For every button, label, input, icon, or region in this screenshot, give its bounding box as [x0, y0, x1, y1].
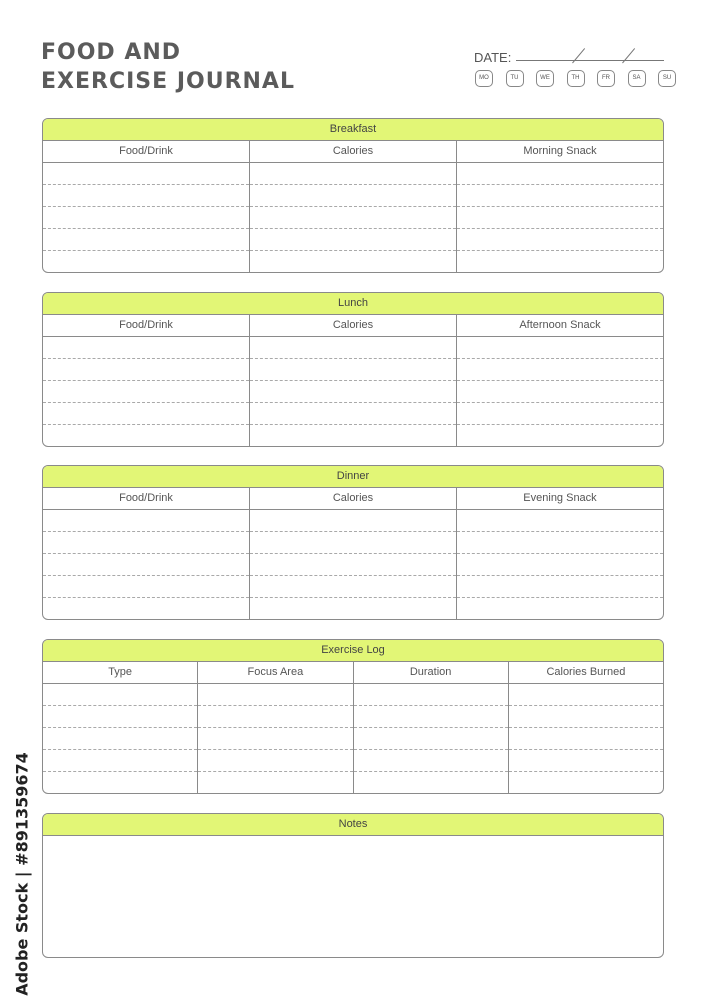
column-header: Evening Snack: [456, 488, 663, 509]
dinner-section: [42, 465, 664, 620]
column-header: Food/Drink: [119, 319, 173, 331]
column-header: Food/Drink: [119, 145, 173, 157]
exercise-header: Exercise Log: [43, 640, 663, 662]
dinner-entries[interactable]: [43, 510, 663, 619]
date-line-day[interactable]: [568, 60, 620, 61]
weekday-selector: [475, 70, 676, 87]
column-header: Calories: [249, 141, 456, 162]
date-label: DATE:: [474, 50, 512, 65]
day-th[interactable]: TH: [567, 70, 585, 87]
column-header: Calories: [249, 488, 456, 509]
notes-header: Notes: [43, 814, 663, 836]
date-field[interactable]: [474, 44, 666, 64]
column-header: Food/Drink: [119, 492, 173, 504]
column-header: Morning Snack: [456, 141, 663, 162]
day-fr[interactable]: FR: [597, 70, 615, 87]
breakfast-entries[interactable]: [43, 163, 663, 272]
date-line-year[interactable]: [620, 60, 664, 61]
column-header: Focus Area: [197, 662, 352, 683]
column-header: Duration: [353, 662, 508, 683]
breakfast-header: Breakfast: [43, 119, 663, 141]
lunch-entries[interactable]: [43, 337, 663, 446]
day-we[interactable]: WE: [536, 70, 554, 87]
day-sa[interactable]: SA: [628, 70, 646, 87]
journal-title: [41, 38, 295, 96]
breakfast-section: [42, 118, 664, 273]
lunch-section: [42, 292, 664, 447]
column-header: Calories Burned: [508, 662, 663, 683]
dinner-header: Dinner: [43, 466, 663, 488]
date-slash-1: [572, 48, 585, 63]
notes-area[interactable]: [43, 836, 663, 957]
date-slash-2: [622, 48, 635, 63]
column-header: Calories: [249, 315, 456, 336]
watermark-text: Adobe Stock | #891359674: [12, 752, 32, 996]
day-mo[interactable]: MO: [475, 70, 493, 87]
exercise-entries[interactable]: [43, 684, 663, 793]
exercise-section: [42, 639, 664, 794]
day-su[interactable]: SU: [658, 70, 676, 87]
column-header: Type: [108, 666, 133, 678]
column-header: Afternoon Snack: [456, 315, 663, 336]
notes-section: [42, 813, 664, 958]
title-line-1: FOOD AND: [41, 40, 182, 65]
date-line-month[interactable]: [516, 60, 568, 61]
day-tu[interactable]: TU: [506, 70, 524, 87]
lunch-header: Lunch: [43, 293, 663, 315]
stock-watermark: [2, 752, 42, 996]
title-line-2: EXERCISE JOURNAL: [41, 69, 295, 94]
